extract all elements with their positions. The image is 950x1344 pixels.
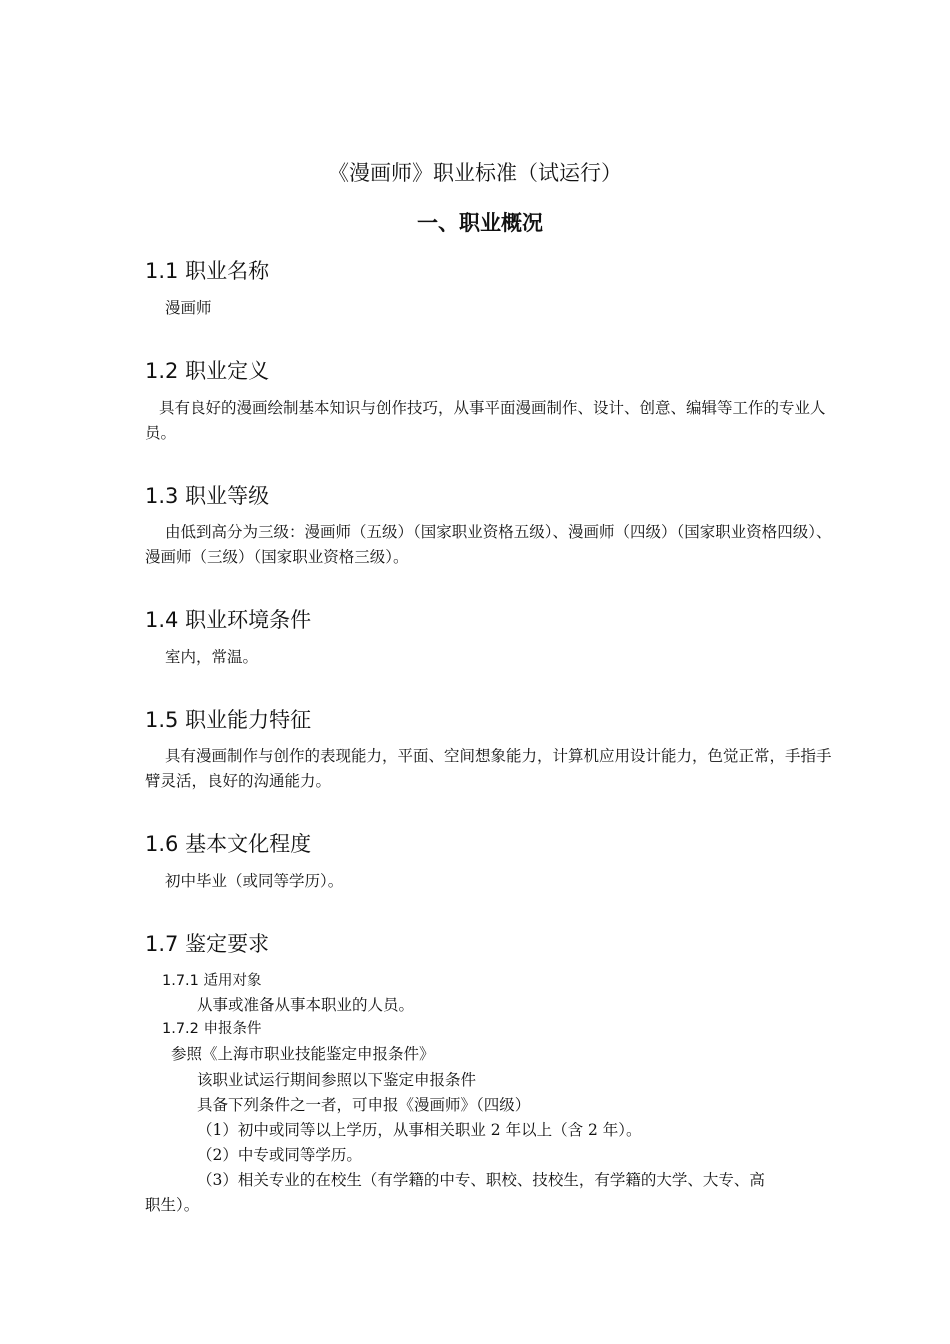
section-heading-1-2: 1.2 职业定义 (145, 359, 270, 383)
section-heading-1-7: 1.7 鉴定要求 (145, 932, 270, 956)
section-heading-1-3: 1.3 职业等级 (145, 484, 270, 508)
application-line-5: （2）中专或同等学历。 (197, 1146, 362, 1164)
subsection-body-1-7-1: 从事或准备从事本职业的人员。 (197, 996, 415, 1014)
application-line-6: （3）相关专业的在校生（有学籍的中专、职校、技校生，有学籍的大学、大专、高 (197, 1171, 765, 1189)
section-heading-1-5: 1.5 职业能力特征 (145, 708, 312, 732)
application-line-1: 参照《上海市职业技能鉴定申报条件》 (171, 1045, 435, 1063)
section-heading-1-4: 1.4 职业环境条件 (145, 608, 312, 632)
section-body-1-1: 漫画师 (165, 299, 212, 317)
application-line-2: 该职业试运行期间参照以下鉴定申报条件 (197, 1071, 477, 1089)
application-line-7: 职生）。 (145, 1196, 200, 1214)
subsection-heading-1-7-2: 1.7.2 申报条件 (162, 1021, 262, 1037)
application-line-4: （1）初中或同等以上学历，从事相关职业 2 年以上（含 2 年）。 (197, 1121, 642, 1139)
application-line-3: 具备下列条件之一者，可申报《漫画师》（四级） (197, 1096, 531, 1114)
section-heading-1-1: 1.1 职业名称 (145, 259, 270, 283)
document-title: 《漫画师》职业标准（试运行） (328, 161, 622, 185)
section-body-1-3: 由低到高分为三级：漫画师（五级）（国家职业资格五级）、漫画师（四级）（国家职业资格四级）、漫画师（三级）（国家职业资格三级）。 (145, 523, 832, 566)
section-body-1-2: 具有良好的漫画绘制基本知识与创作技巧，从事平面漫画制作、设计、创意、编辑等工作的专业人员。 (145, 399, 826, 442)
subsection-heading-1-7-1: 1.7.1 适用对象 (162, 973, 262, 989)
section-heading-1-6: 1.6 基本文化程度 (145, 832, 312, 856)
section-body-1-6: 初中毕业（或同等学历）。 (165, 872, 344, 890)
section-body-1-5: 具有漫画制作与创作的表现能力，平面、空间想象能力，计算机应用设计能力，色觉正常，手指手臂灵活，良好的沟通能力。 (145, 747, 832, 790)
chapter-title: 一、职业概况 (417, 211, 543, 235)
section-body-1-4: 室内，常温。 (165, 648, 259, 666)
